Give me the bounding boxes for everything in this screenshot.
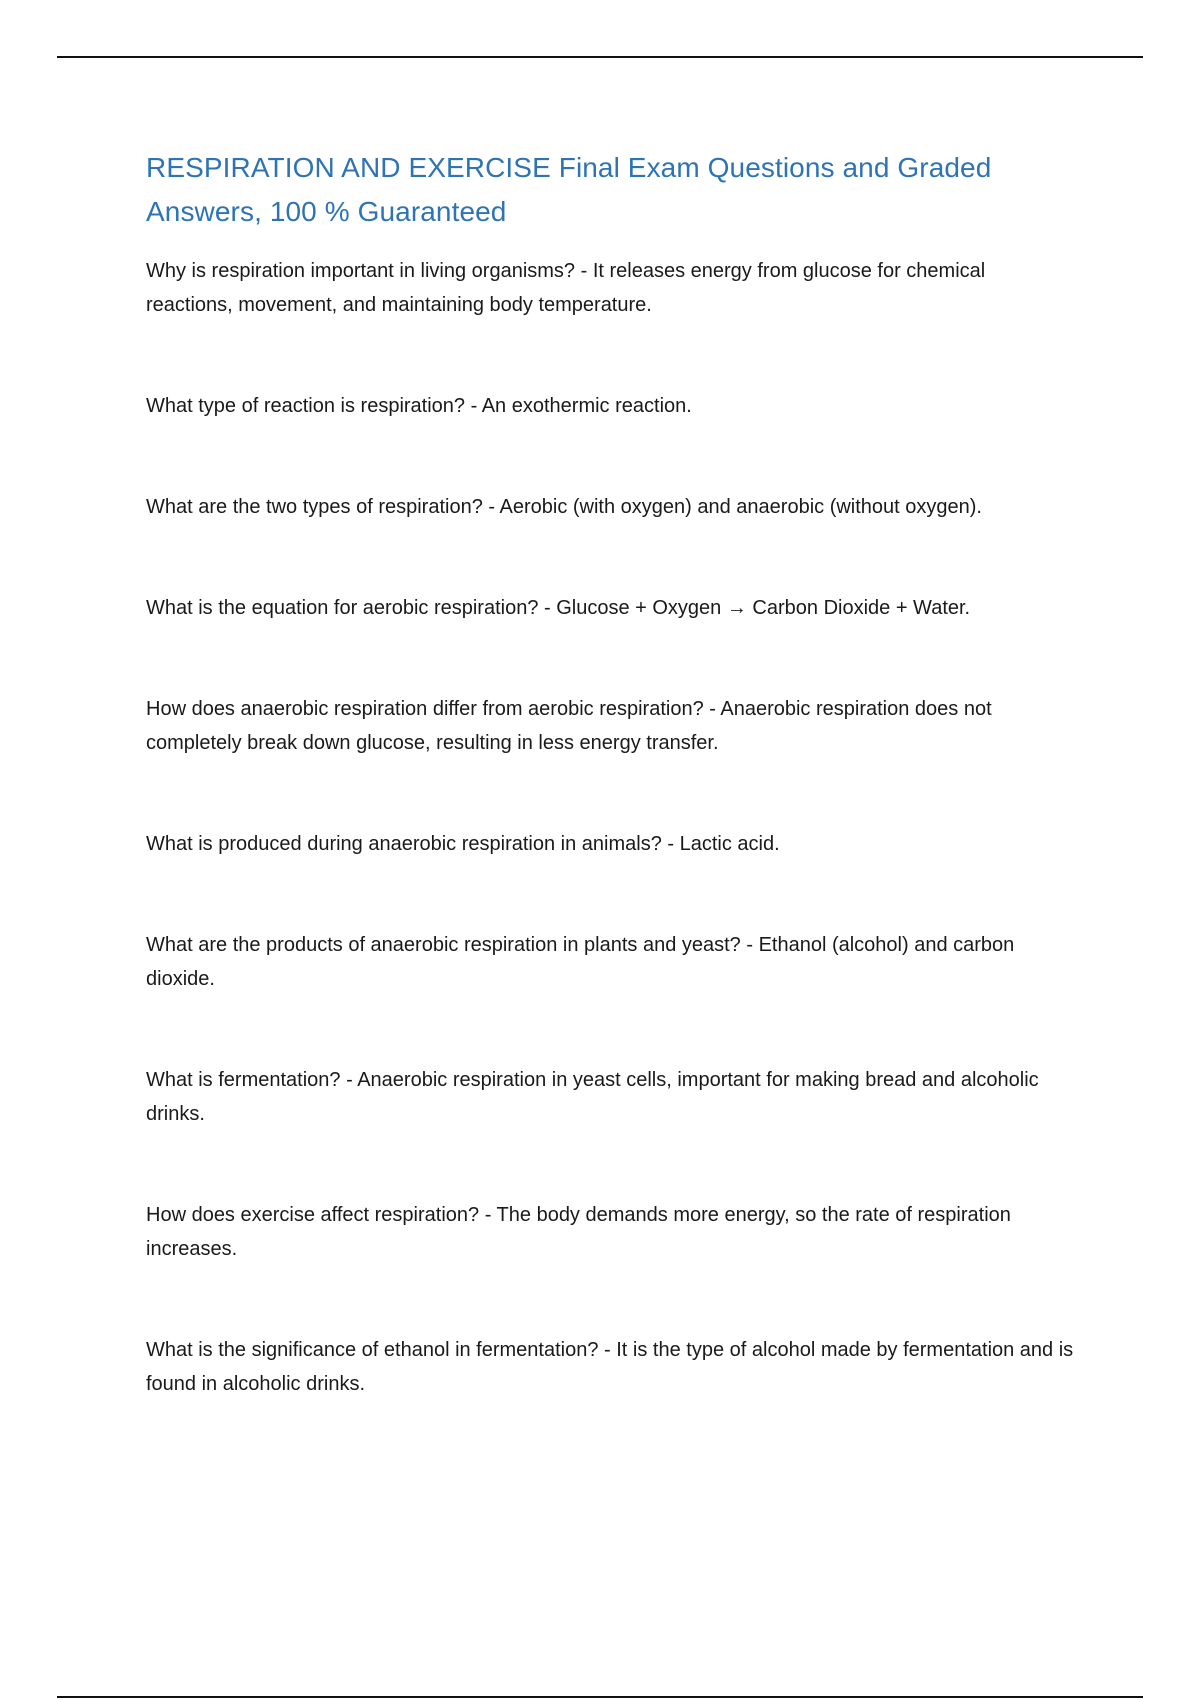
qa-item: What are the products of anaerobic respiration in plants and yeast? - Ethanol (alcohol) and carbon dioxide. xyxy=(146,934,1015,990)
qa-list xyxy=(146,254,1076,1401)
qa-item: Why is respiration important in living organisms? - It releases energy from glucose for chemical reactions, movement, and maintaining body temperature. xyxy=(146,260,986,316)
qa-item: What are the two types of respiration? - Aerobic (with oxygen) and anaerobic (without oxygen). xyxy=(146,496,982,518)
qa-item: What is the equation for aerobic respiration? - Glucose + Oxygen → Carbon Dioxide + Water. xyxy=(146,597,971,619)
qa-item: How does anaerobic respiration differ from aerobic respiration? - Anaerobic respiration does not completely break down glucose, resulting in less energy transfer. xyxy=(146,698,992,754)
qa-item: What is produced during anaerobic respiration in animals? - Lactic acid. xyxy=(146,833,780,855)
document-body xyxy=(146,146,1076,1468)
qa-item: How does exercise affect respiration? - The body demands more energy, so the rate of respiration increases. xyxy=(146,1204,1011,1260)
footer-rule xyxy=(57,1696,1143,1698)
qa-item: What is the significance of ethanol in fermentation? - It is the type of alcohol made by fermentation and is found in alcoholic drinks. xyxy=(146,1339,1074,1395)
qa-item: What is fermentation? - Anaerobic respiration in yeast cells, important for making bread and alcoholic drinks. xyxy=(146,1069,1039,1125)
header-rule xyxy=(57,56,1143,58)
document-title: RESPIRATION AND EXERCISE Final Exam Questions and Graded Answers, 100 % Guaranteed xyxy=(146,152,992,227)
qa-item: What type of reaction is respiration? - An exothermic reaction. xyxy=(146,395,692,417)
